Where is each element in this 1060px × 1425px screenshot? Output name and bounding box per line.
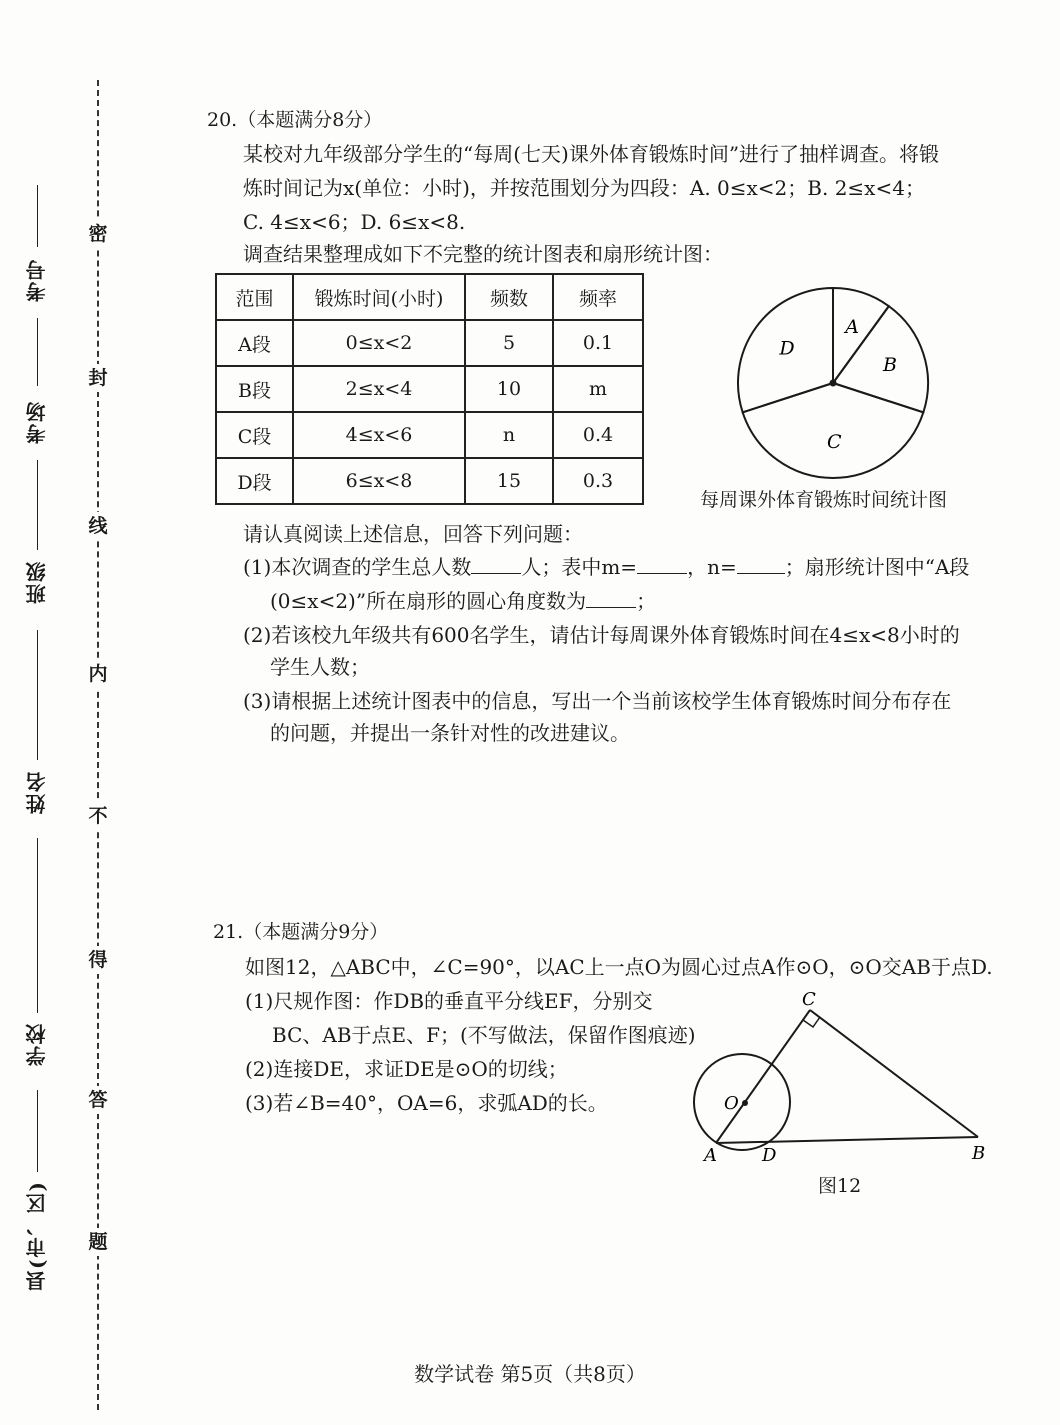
label-c: C xyxy=(802,989,816,1010)
column-header: 锻炼时间(小时) xyxy=(293,274,465,320)
seal-char: 题 xyxy=(84,1228,112,1256)
table-cell: 0≤x<2 xyxy=(293,320,465,366)
field-line-exam-room xyxy=(37,318,38,386)
table-cell: 6≤x<8 xyxy=(293,458,465,504)
center-point xyxy=(742,1100,748,1106)
question-text: 请认真阅读上述信息，回答下列问题： xyxy=(243,522,583,546)
pie-slice-a xyxy=(833,288,889,383)
question-heading: 21.（本题满分9分） xyxy=(213,921,389,943)
column-header: 频率 xyxy=(553,274,643,320)
pie-slice-label: C xyxy=(827,430,842,453)
sub-question-2: (2)若该校九年级共有600名学生，请估计每周课外体育锻炼时间在4≤x<8小时的 xyxy=(243,623,960,647)
field-label-exam-room: 考场 xyxy=(25,400,49,444)
table-cell: C段 xyxy=(216,412,293,458)
field-line-exam-number xyxy=(37,185,38,247)
question-text: 某校对九年级部分学生的“每周(七天)课外体育锻炼时间”进行了抽样调查。将锻 xyxy=(243,142,940,166)
label-o: O xyxy=(724,1093,739,1114)
page-footer: 数学试卷 第5页（共8页） xyxy=(414,1362,646,1386)
field-label-county: 县(市、区) xyxy=(25,1180,49,1291)
field-label-exam-number: 考号 xyxy=(25,258,49,302)
question-text: 调查结果整理成如下不完整的统计图表和扇形统计图： xyxy=(243,242,723,266)
table-cell: 10 xyxy=(465,366,553,412)
label-d: D xyxy=(762,1145,777,1165)
table-row xyxy=(216,366,643,412)
pie-slice-label: B xyxy=(883,353,897,376)
answer-blank[interactable] xyxy=(586,585,636,608)
table-cell: 0.4 xyxy=(553,412,643,458)
field-line-class xyxy=(37,460,38,550)
field-line-name xyxy=(37,630,38,760)
field-label-school: 学校 xyxy=(25,1022,49,1066)
table-cell: A段 xyxy=(216,320,293,366)
seal-char: 不 xyxy=(84,802,112,830)
figure-caption: 图12 xyxy=(818,1175,862,1197)
sub-question-1-cont: BC、AB于点E、F；(不写做法，保留作图痕迹) xyxy=(272,1023,696,1047)
column-header: 范围 xyxy=(216,274,293,320)
table-row xyxy=(216,412,643,458)
field-label-name: 姓名 xyxy=(25,770,49,814)
question-text: 如图12，△ABC中，∠C=90°，以AC上一点O为圆心过点A作⊙O，⊙O交AB于点D. xyxy=(245,955,993,979)
table-cell: n xyxy=(465,412,553,458)
table-cell: D段 xyxy=(216,458,293,504)
right-angle-mark xyxy=(803,1017,820,1027)
sub-question-3-cont: 的问题，并提出一条针对性的改进建议。 xyxy=(270,721,630,745)
answer-blank[interactable] xyxy=(471,551,521,574)
question-text: C. 4≤x<6；D. 6≤x<8. xyxy=(243,210,466,234)
segment-ac xyxy=(716,1010,810,1143)
question-text: 炼时间记为x(单位：小时)，并按范围划分为四段：A. 0≤x<2；B. 2≤x<4； xyxy=(243,176,925,200)
table-cell: B段 xyxy=(216,366,293,412)
table-cell: 5 xyxy=(465,320,553,366)
pie-slice-label: D xyxy=(779,337,795,360)
label-b: B xyxy=(972,1143,986,1164)
sub-question-3: (3)若∠B=40°，OA=6，求弧AD的长。 xyxy=(245,1091,608,1115)
table-header-row xyxy=(216,274,643,320)
table-cell: 0.3 xyxy=(553,458,643,504)
sub-question-3: (3)请根据上述统计图表中的信息，写出一个当前该校学生体育锻炼时间分布存在 xyxy=(243,689,952,713)
sub-question-1-cont: (0≤x<2)”所在扇形的圆心角度数为 ； xyxy=(270,585,656,617)
field-line-county xyxy=(37,1090,38,1172)
pie-center-point xyxy=(830,380,837,387)
question-heading: 20.（本题满分8分） xyxy=(207,109,383,131)
answer-blank[interactable] xyxy=(737,551,785,574)
table-cell: 15 xyxy=(465,458,553,504)
sub-question-2: (2)连接DE，求证DE是⊙O的切线； xyxy=(245,1057,568,1081)
seal-char: 线 xyxy=(84,512,112,540)
circle-o xyxy=(694,1054,790,1150)
answer-blank[interactable] xyxy=(637,551,687,574)
sub-question-2-cont: 学生人数； xyxy=(270,655,370,679)
table-cell: 0.1 xyxy=(553,320,643,366)
seal-char: 得 xyxy=(84,946,112,974)
sub-question-1: (1)尺规作图：作DB的垂直平分线EF，分别交 xyxy=(245,989,653,1013)
field-line-school xyxy=(37,838,38,1013)
table-cell: m xyxy=(553,366,643,412)
table-cell: 2≤x<4 xyxy=(293,366,465,412)
seal-char: 内 xyxy=(84,660,112,688)
sub-question-1: (1)本次调查的学生总人数 人；表中m= ，n= ；扇形统计图中“A段 xyxy=(243,551,969,583)
seal-char: 答 xyxy=(84,1086,112,1114)
pie-chart xyxy=(730,280,936,486)
table-row xyxy=(216,458,643,504)
column-header: 频数 xyxy=(465,274,553,320)
seal-char: 封 xyxy=(84,364,112,392)
pie-chart-caption: 每周课外体育锻炼时间统计图 xyxy=(700,489,948,511)
frequency-table xyxy=(215,273,644,505)
field-label-class: 班级 xyxy=(25,560,49,604)
table-row xyxy=(216,320,643,366)
pie-slice-label: A xyxy=(845,315,859,338)
seal-line xyxy=(97,80,99,1410)
segment-ab xyxy=(716,1137,978,1143)
table-cell: 4≤x<6 xyxy=(293,412,465,458)
segment-cb xyxy=(810,1010,978,1137)
geometry-figure xyxy=(690,985,1000,1165)
label-a: A xyxy=(704,1145,717,1165)
seal-char: 密 xyxy=(84,220,112,248)
